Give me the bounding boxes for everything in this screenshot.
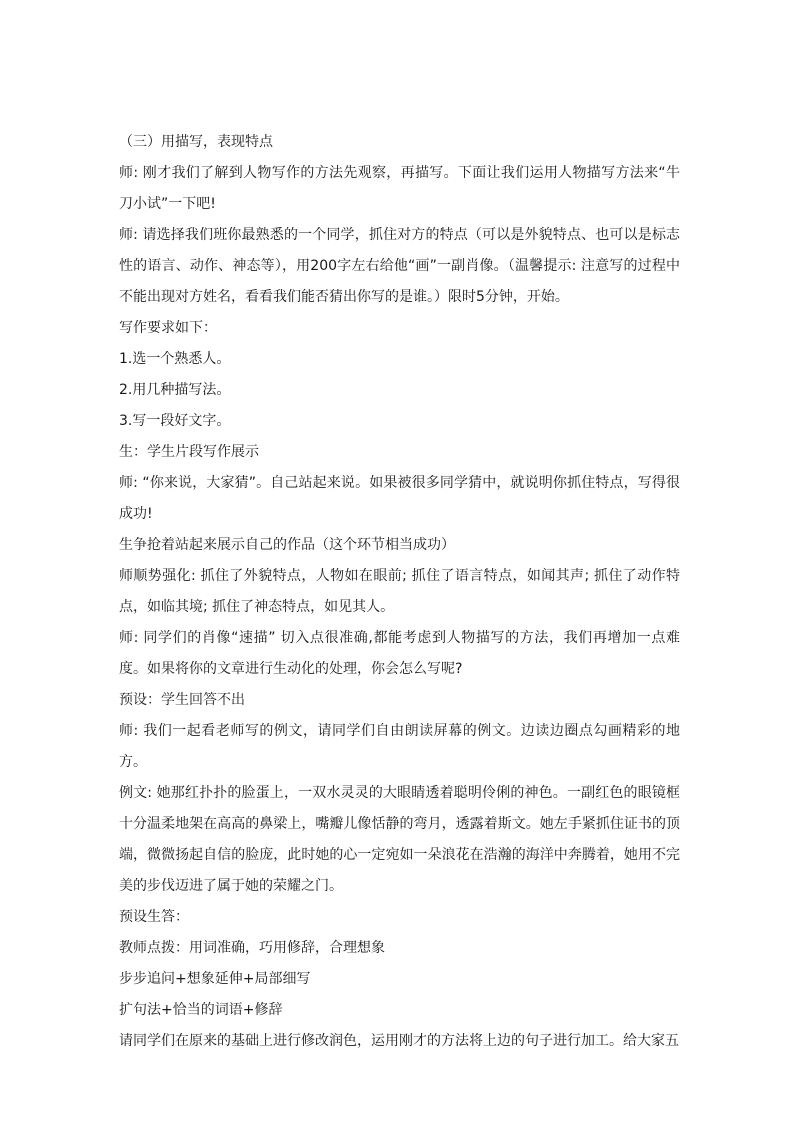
paragraph: 生争抢着站起来展示自己的作品（这个环节相当成功）: [119, 537, 455, 553]
paragraph: 步步追问+想象延伸+局部细写: [119, 971, 311, 987]
paragraph: 预设生答：: [119, 909, 189, 925]
list-item: 3.写一段好文字。: [119, 413, 231, 429]
paragraph: 教师点拨：用词准确，巧用修辞，合理想象: [119, 940, 385, 956]
paragraph: 扩句法+恰当的词语+修辞: [119, 1002, 283, 1018]
paragraph: 预设：学生回答不出: [119, 692, 245, 708]
paragraph: 师: 我们一起看老师写的例文，请同学们自由朗读屏幕的例文。边读边圈点勾画精彩的地方。: [119, 723, 680, 770]
paragraph: 师: 刚才我们了解到人物写作的方法先观察，再描写。下面让我们运用人物描写方法来“牛刀小试”一下吧!: [119, 165, 680, 212]
paragraph: 师: 请选择我们班你最熟悉的一个同学，抓住对方的特点（可以是外貌特点、也可以是标志性的语言、动作、神态等），用200字左右给他“画”一副肖像。（温馨提示: 注意写的过程中不能出现对方姓名，看看我们能否猜出你写的是谁。）限时5分钟，开始。: [119, 227, 680, 305]
paragraph: 生：学生片段写作展示: [119, 444, 259, 460]
paragraph: 例文: 她那红扑扑的脸蛋上，一双水灵灵的大眼睛透着聪明伶俐的神色。一副红色的眼镜框十分温柔地架在高高的鼻梁上，嘴瓣儿像恬静的弯月，透露着斯文。她左手紧抓住证书的顶端，微微扬起自信的脸庞，此时她的心一定宛如一朵浪花在浩瀚的海洋中奔腾着，她用不完美的步伐迈进了属于她的荣耀之门。: [119, 785, 680, 894]
paragraph: 师: 同学们的肖像“速描” 切入点很准确,都能考虑到人物描写的方法，我们再增加一点难度。如果将你的文章进行生动化的处理，你会怎么写呢?: [119, 630, 680, 677]
section-heading: （三）用描写，表现特点: [119, 134, 273, 150]
paragraph: 写作要求如下：: [119, 320, 217, 336]
paragraph: 师顺势强化: 抓住了外貌特点，人物如在眼前; 抓住了语言特点，如闻其声; 抓住了动作特点，如临其境; 抓住了神态特点，如见其人。: [119, 568, 680, 615]
document-body: [119, 127, 680, 1057]
list-item: 1.选一个熟悉人。: [119, 351, 231, 367]
list-item: 2.用几种描写法。: [119, 382, 231, 398]
paragraph: 请同学们在原来的基础上进行修改润色，运用刚才的方法将上边的句子进行加工。给大家五: [119, 1033, 679, 1049]
paragraph: 师: “你来说，大家猜”。自己站起来说。如果被很多同学猜中，就说明你抓住特点，写得很成功!: [119, 475, 680, 522]
